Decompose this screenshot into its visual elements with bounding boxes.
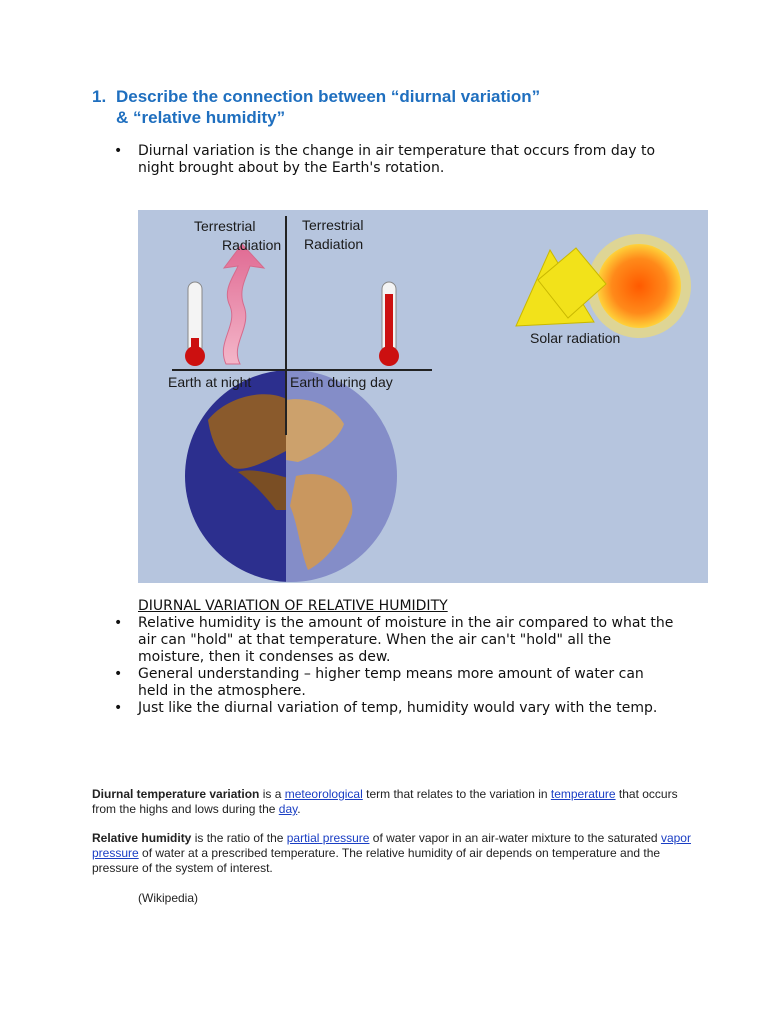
wiki-term-diurnal: Diurnal temperature variation bbox=[92, 787, 260, 801]
diagram-graphic bbox=[138, 210, 708, 583]
earth-night-label: Earth at night bbox=[168, 374, 252, 390]
intro-bullet: • Diurnal variation is the change in air temperature that occurs from day to night brought about by the Earth's rotation. bbox=[114, 143, 674, 177]
temperature-link[interactable]: temperature bbox=[550, 787, 616, 801]
question-line-1: Describe the connection between “diurnal variation” bbox=[116, 87, 541, 106]
wiki-term-humidity: Relative humidity bbox=[92, 831, 192, 845]
rh-bullet-list bbox=[114, 615, 674, 717]
solar-arrow-icon bbox=[516, 248, 606, 326]
night-radiation-label-2: Radiation bbox=[222, 237, 282, 253]
vapor-pressure-link[interactable]: vapor pressure bbox=[92, 831, 691, 860]
day-radiation-label-2: Radiation bbox=[304, 236, 364, 252]
day-thermometer-icon bbox=[379, 282, 399, 366]
wiki-paragraph-humidity: Relative humidity is the ratio of the partial pressure of water vapor in an air-water mixture to the saturated vapor pressure of water at a prescribed temperature. The relative humidity of air depends on temperature and the pressure of the system of interest. bbox=[92, 831, 691, 875]
question-number: 1. bbox=[92, 87, 107, 106]
earth-day-label: Earth during day bbox=[290, 374, 393, 390]
rh-bullet: • Relative humidity is the amount of moisture in the air compared to what the air can "hold" at that temperature. When the air can't "hold" all the moisture, then it condenses as dew. bbox=[114, 615, 674, 666]
source-citation: (Wikipedia) bbox=[138, 891, 199, 905]
night-radiation-label-1: Terrestrial bbox=[194, 218, 256, 234]
diurnal-diagram bbox=[138, 210, 708, 583]
section-title: DIURNAL VARIATION OF RELATIVE HUMIDITY bbox=[138, 598, 448, 614]
earth-globe-icon bbox=[185, 370, 397, 582]
rh-bullet: • Just like the diurnal variation of temp, humidity would vary with the temp. bbox=[114, 700, 674, 717]
solar-radiation-label: Solar radiation bbox=[530, 330, 621, 346]
meteorological-link[interactable]: meteorological bbox=[284, 787, 363, 801]
day-radiation-label-1: Terrestrial bbox=[302, 217, 364, 233]
terrestrial-radiation-arrow-icon bbox=[223, 244, 264, 364]
wiki-paragraph-diurnal: Diurnal temperature variation is a meteorological term that relates to the variation in temperature that occurs from the highs and lows during the day. bbox=[92, 787, 678, 816]
question-heading bbox=[92, 86, 692, 128]
partial-pressure-link[interactable]: partial pressure bbox=[286, 831, 370, 845]
question-line-2: & “relative humidity” bbox=[116, 108, 286, 127]
day-link[interactable]: day bbox=[278, 802, 298, 816]
intro-bullet-list bbox=[114, 143, 674, 177]
night-thermometer-icon bbox=[185, 282, 205, 366]
rh-bullet: • General understanding – higher temp means more amount of water can held in the atmosphere. bbox=[114, 666, 674, 700]
